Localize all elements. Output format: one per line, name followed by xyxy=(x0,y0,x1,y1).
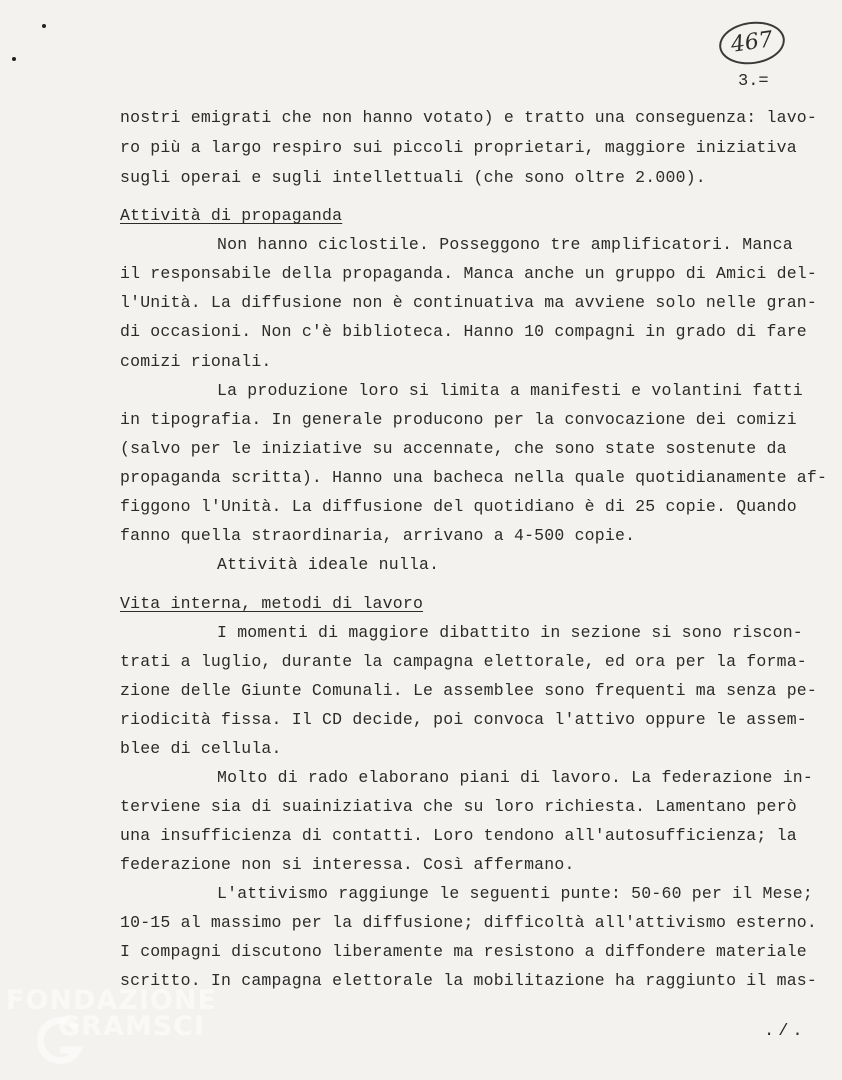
text-line: L'attivismo raggiunge le seguenti punte: 50-60 per il Mese; xyxy=(217,884,813,903)
text-line: nostri emigrati che non hanno votato) e tratto una conseguenza: lavo- xyxy=(120,108,818,127)
text-line: trati a luglio, durante la campagna elettorale, ed ora per la forma- xyxy=(120,652,807,671)
continuation-mark: ./. xyxy=(764,1022,807,1041)
speck xyxy=(42,24,46,28)
section-heading: Vita interna, metodi di lavoro xyxy=(120,594,424,613)
text-line: La produzione loro si limita a manifesti e volantini fatti xyxy=(217,381,803,400)
watermark-logo xyxy=(6,985,217,1042)
text-line: il responsabile della propaganda. Manca anche un gruppo di Amici del- xyxy=(120,264,818,283)
text-line: di occasioni. Non c'è biblioteca. Hanno 10 compagni in grado di fare xyxy=(120,322,807,341)
watermark-line1: FONDAZIONE xyxy=(6,985,217,1016)
text-line: I compagni discutono liberamente ma resistono a diffondere materiale xyxy=(120,942,807,961)
text-line: propaganda scritta). Hanno una bacheca nella quale quotidianamente af- xyxy=(120,468,828,487)
archive-stamp xyxy=(716,18,787,69)
archive-stamp-number: 467 xyxy=(729,27,775,58)
text-line: riodicità fissa. Il CD decide, poi convoca l'attivo oppure le assem- xyxy=(120,710,807,729)
watermark-line2: GRAMSCI xyxy=(58,1011,206,1042)
text-line: ro più a largo respiro sui piccoli proprietari, maggiore iniziativa xyxy=(120,138,797,157)
text-line: (salvo per le iniziative su accennate, che sono state sostenute da xyxy=(120,439,787,458)
text-line: comizi rionali. xyxy=(120,352,272,371)
text-line: 10-15 al massimo per la diffusione; difficoltà all'attivismo esterno. xyxy=(120,913,818,932)
text-line: Molto di rado elaborano piani di lavoro. La federazione in- xyxy=(217,768,813,787)
text-line: I momenti di maggiore dibattito in sezione si sono riscon- xyxy=(217,623,803,642)
text-line: in tipografia. In generale producono per la convocazione dei comizi xyxy=(120,410,797,429)
text-line: blee di cellula. xyxy=(120,739,282,758)
text-line: scritto. In campagna elettorale la mobilitazione ha raggiunto il mas- xyxy=(120,971,818,990)
text-line: figgono l'Unità. La diffusione del quotidiano è di 25 copie. Quando xyxy=(120,497,797,516)
text-line: Non hanno ciclostile. Posseggono tre amplificatori. Manca xyxy=(217,235,793,254)
speck xyxy=(12,57,16,61)
text-line: terviene sia di suainiziativa che su loro richiesta. Lamentano però xyxy=(120,797,797,816)
text-line: fanno quella straordinaria, arrivano a 4-500 copie. xyxy=(120,526,636,545)
text-line: una insufficienza di contatti. Loro tendono all'autosufficienza; la xyxy=(120,826,797,845)
text-line: sugli operai e sugli intellettuali (che sono oltre 2.000). xyxy=(120,168,706,187)
watermark-g-icon xyxy=(34,1016,84,1066)
text-line: Attività ideale nulla. xyxy=(217,555,440,574)
page-number: 3.= xyxy=(738,72,769,91)
text-line: l'Unità. La diffusione non è continuativa ma avviene solo nelle gran- xyxy=(120,293,818,312)
section-heading: Attività di propaganda xyxy=(120,206,343,225)
text-line: zione delle Giunte Comunali. Le assemblee sono frequenti ma senza pe- xyxy=(120,681,818,700)
text-line: federazione non si interessa. Così affermano. xyxy=(120,855,575,874)
